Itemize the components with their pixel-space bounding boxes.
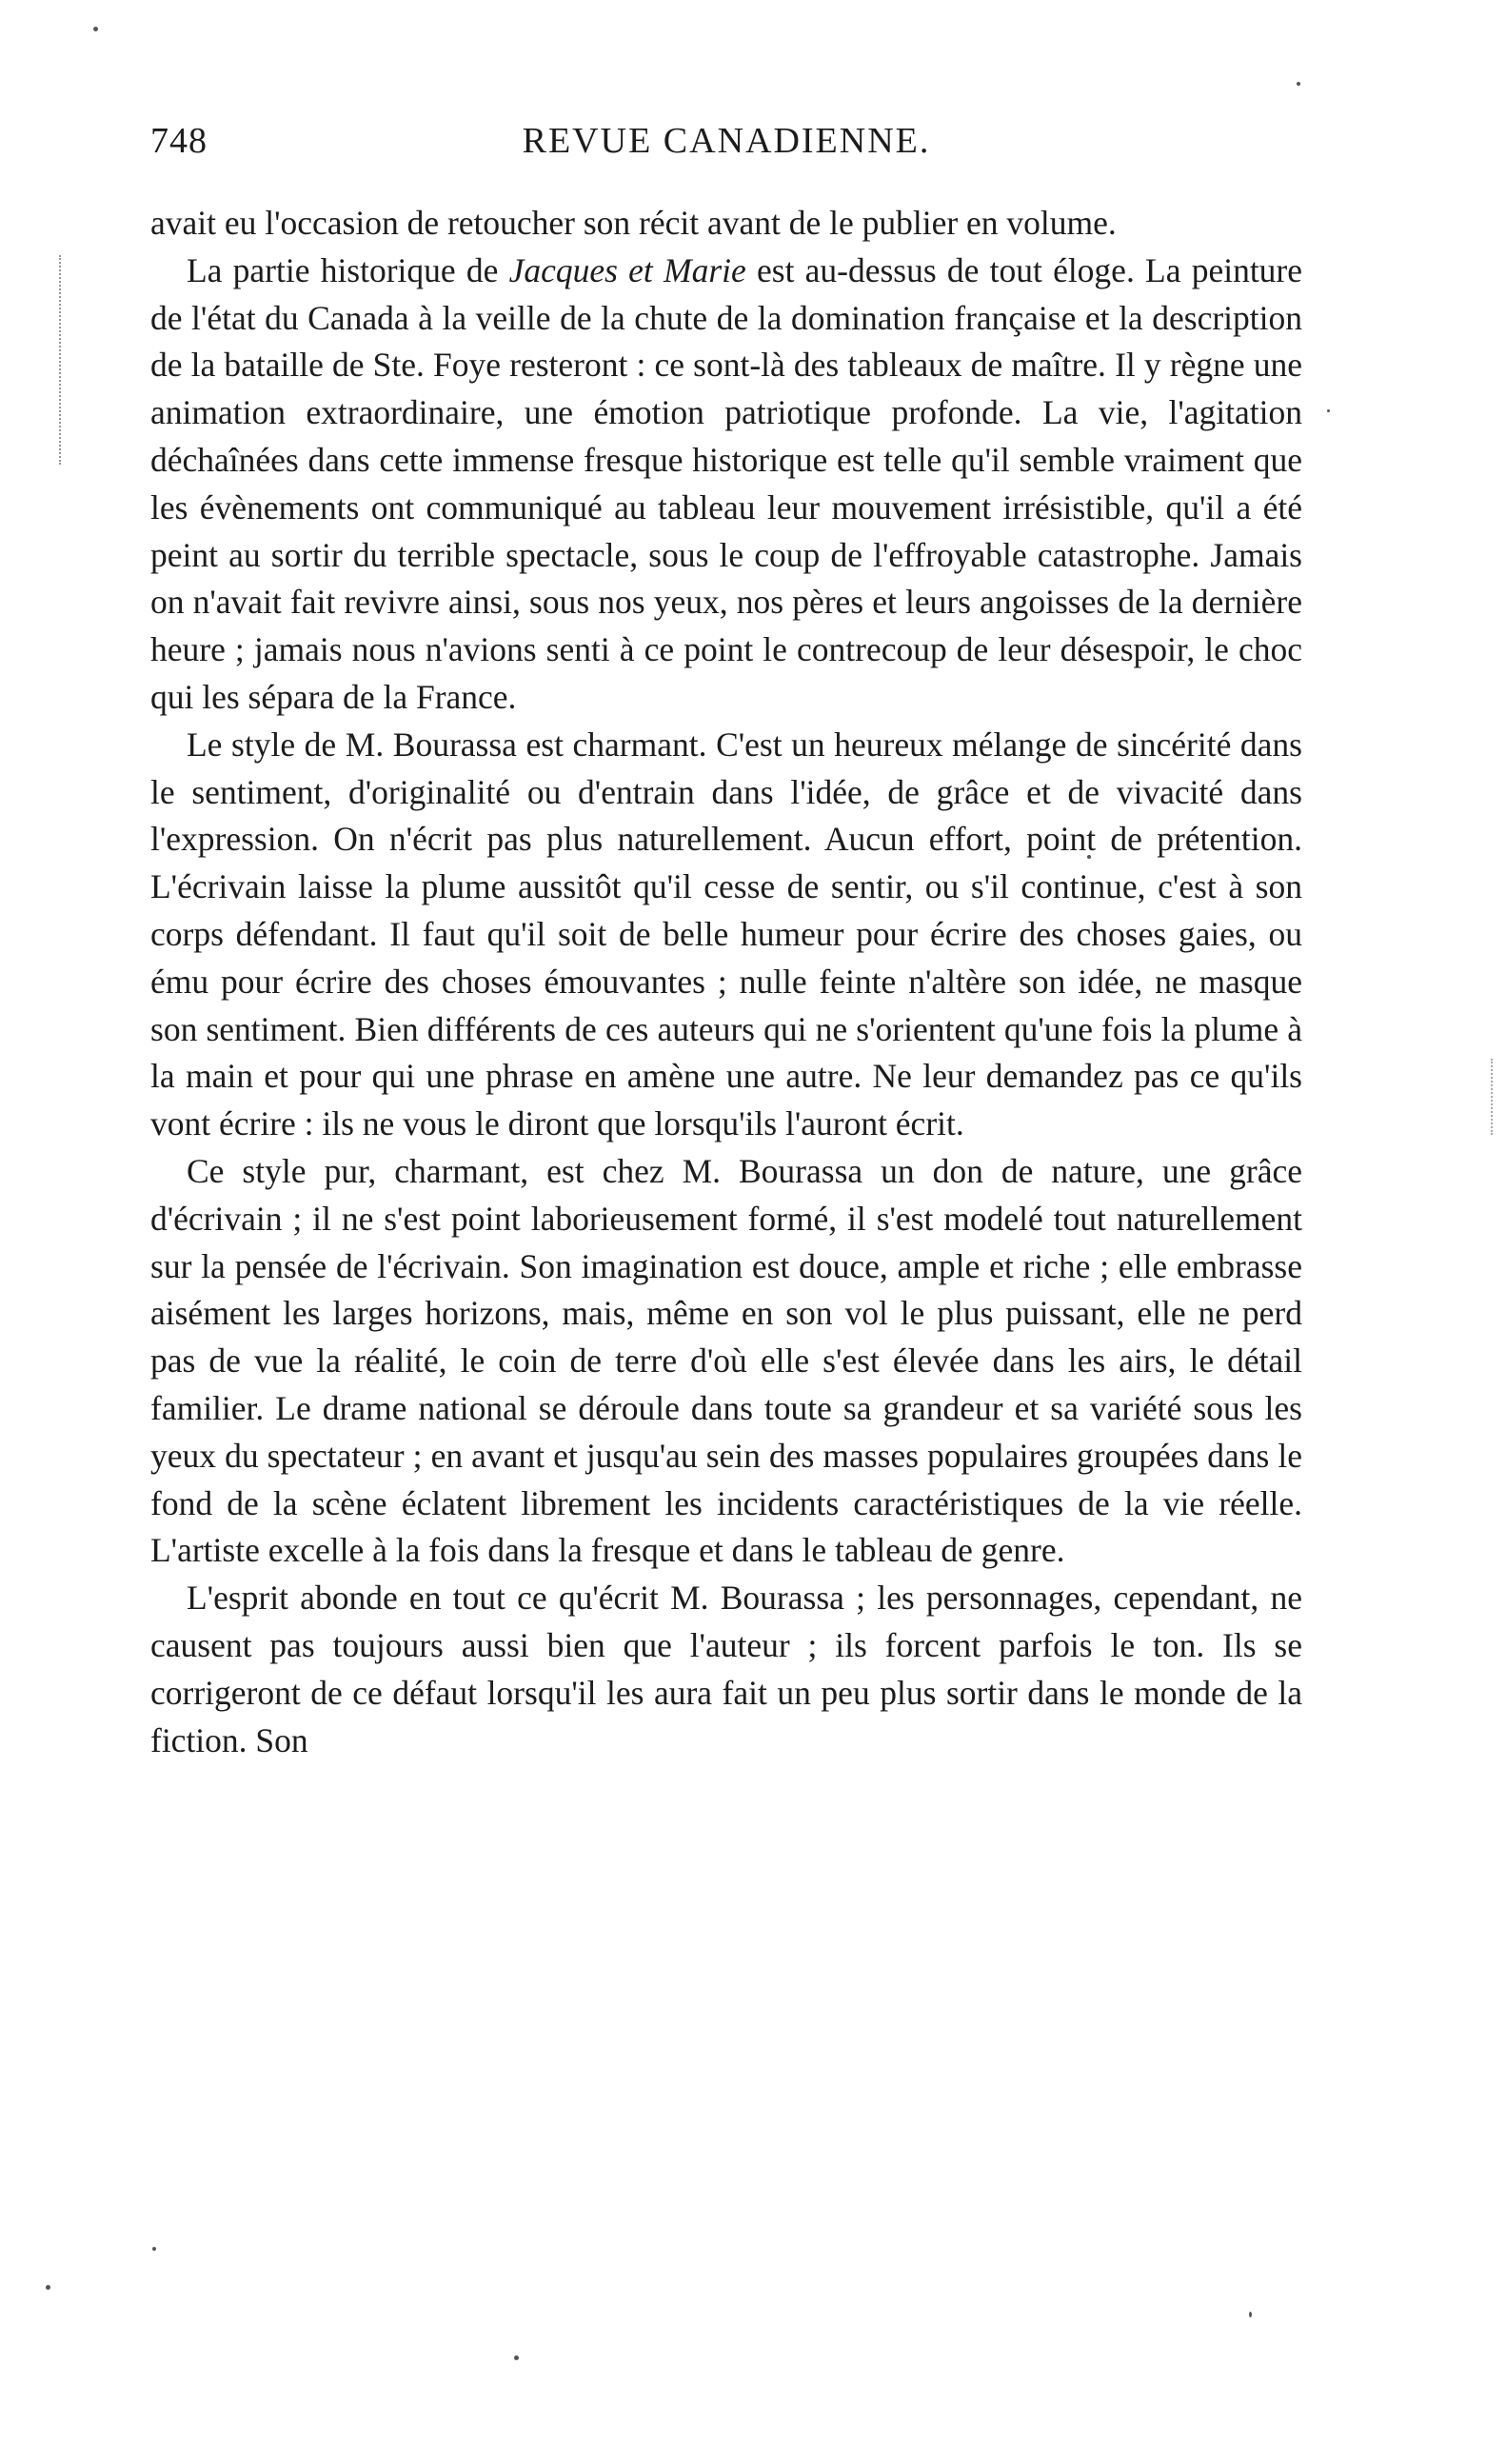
page-content bbox=[150, 112, 1302, 1764]
scan-speck bbox=[514, 2355, 519, 2360]
scan-speck bbox=[1327, 409, 1330, 412]
page-number: 748 bbox=[150, 121, 208, 161]
paragraph bbox=[150, 1148, 1302, 1575]
scan-speck bbox=[1249, 2312, 1252, 2317]
paragraph bbox=[150, 722, 1302, 1148]
page-header bbox=[150, 112, 1302, 171]
paragraph-text: est au-dessus de tout éloge. La peinture de l'état du Canada à la veille de la chute de la domination française et la description de la bataille de Ste. Foye resteront : ce sont-là des tableaux de maître. Il y règne une animation extraordinaire, une émotion patriotique profonde. La vie, l'agitation déchaînées dans cette immense fresque historique est telle qu'il semble vraiment que les évènements ont communiqué au tableau leur mouvement irrésistible, qu'il a été peint au sortir du terrible spectacle, sous le coup de l'effroyable catastrophe. Jamais on n'avait fait revivre ainsi, sous nos yeux, nos pères et leurs angoisses de la dernière heure ; jamais nous n'avions senti à ce point le contrecoup de leur désespoir, le choc qui les sépara de la France. bbox=[150, 250, 1303, 716]
scan-speck bbox=[46, 2285, 50, 2290]
paragraph-text: Ce style pur, charmant, est chez M. Bourassa un don de nature, une grâce d'écrivain ; il ne s'est point laborieusement formé, il s'est modelé tout naturellement sur la pensée de l'écrivain. Son imagination est douce, ample et riche ; elle embrasse aisément les larges horizons, mais, même en son vol le plus puissant, elle ne perd pas de vue la réalité, le coin de terre d'où elle s'est élevée dans les airs, le détail familier. Le drame national se déroule dans toute sa grandeur et sa variété sous les yeux du spectateur ; en avant et jusqu'au sein des masses populaires groupées dans le fond de la scène éclatent librement les incidents caractéristiques de la vie réelle. L'artiste excelle à la fois dans la fresque et dans le tableau de genre. bbox=[150, 1151, 1302, 1570]
scan-margin-artifact bbox=[59, 255, 63, 465]
paragraph-text: L'esprit abonde en tout ce qu'écrit M. Bourassa ; les personnages, cependant, ne causent pas toujours aussi bien que l'auteur ; ils forcent parfois le ton. Ils se corrigeront de ce défaut lorsqu'il les aura fait un peu plus sortir dans le monde de la fiction. Son bbox=[150, 1579, 1302, 1759]
paragraph bbox=[150, 248, 1302, 722]
paragraph-text: avait eu l'occasion de retoucher son récit avant de le publier en volume. bbox=[150, 204, 1117, 242]
paragraph bbox=[150, 200, 1302, 248]
article-body bbox=[150, 200, 1302, 1764]
book-title: Jacques et Marie bbox=[508, 250, 746, 289]
scan-speck bbox=[1297, 82, 1300, 86]
scan-margin-artifact bbox=[1491, 1059, 1495, 1135]
paragraph-text: Le style de M. Bourassa est charmant. C'est un heureux mélange de sincérité dans le sentiment, d'originalité ou d'entrain dans l'idée, de grâce et de vivacité dans l'expression. On n'écrit pas plus naturellement. Aucun effort, point de prétention. L'écrivain laisse la plume aussitôt qu'il cesse de sentir, ou s'il continue, c'est à son corps défendant. Il faut qu'il soit de belle humeur pour écrire des choses gaies, ou ému pour écrire des choses émouvantes ; nulle feinte n'altère son idée, ne masque son sentiment. Bien différents de ces auteurs qui ne s'orientent qu'une fois la plume à la main et pour qui une phrase en amène une autre. Ne leur demandez pas ce qu'ils vont écrire : ils ne vous le diront que lorsqu'ils l'auront écrit. bbox=[150, 725, 1302, 1143]
running-title: REVUE CANADIENNE. bbox=[522, 121, 931, 161]
scan-speck bbox=[93, 27, 98, 31]
scan-speck bbox=[152, 2247, 156, 2251]
paragraph bbox=[150, 1575, 1302, 1764]
paragraph-text: La partie historique de bbox=[187, 250, 509, 289]
